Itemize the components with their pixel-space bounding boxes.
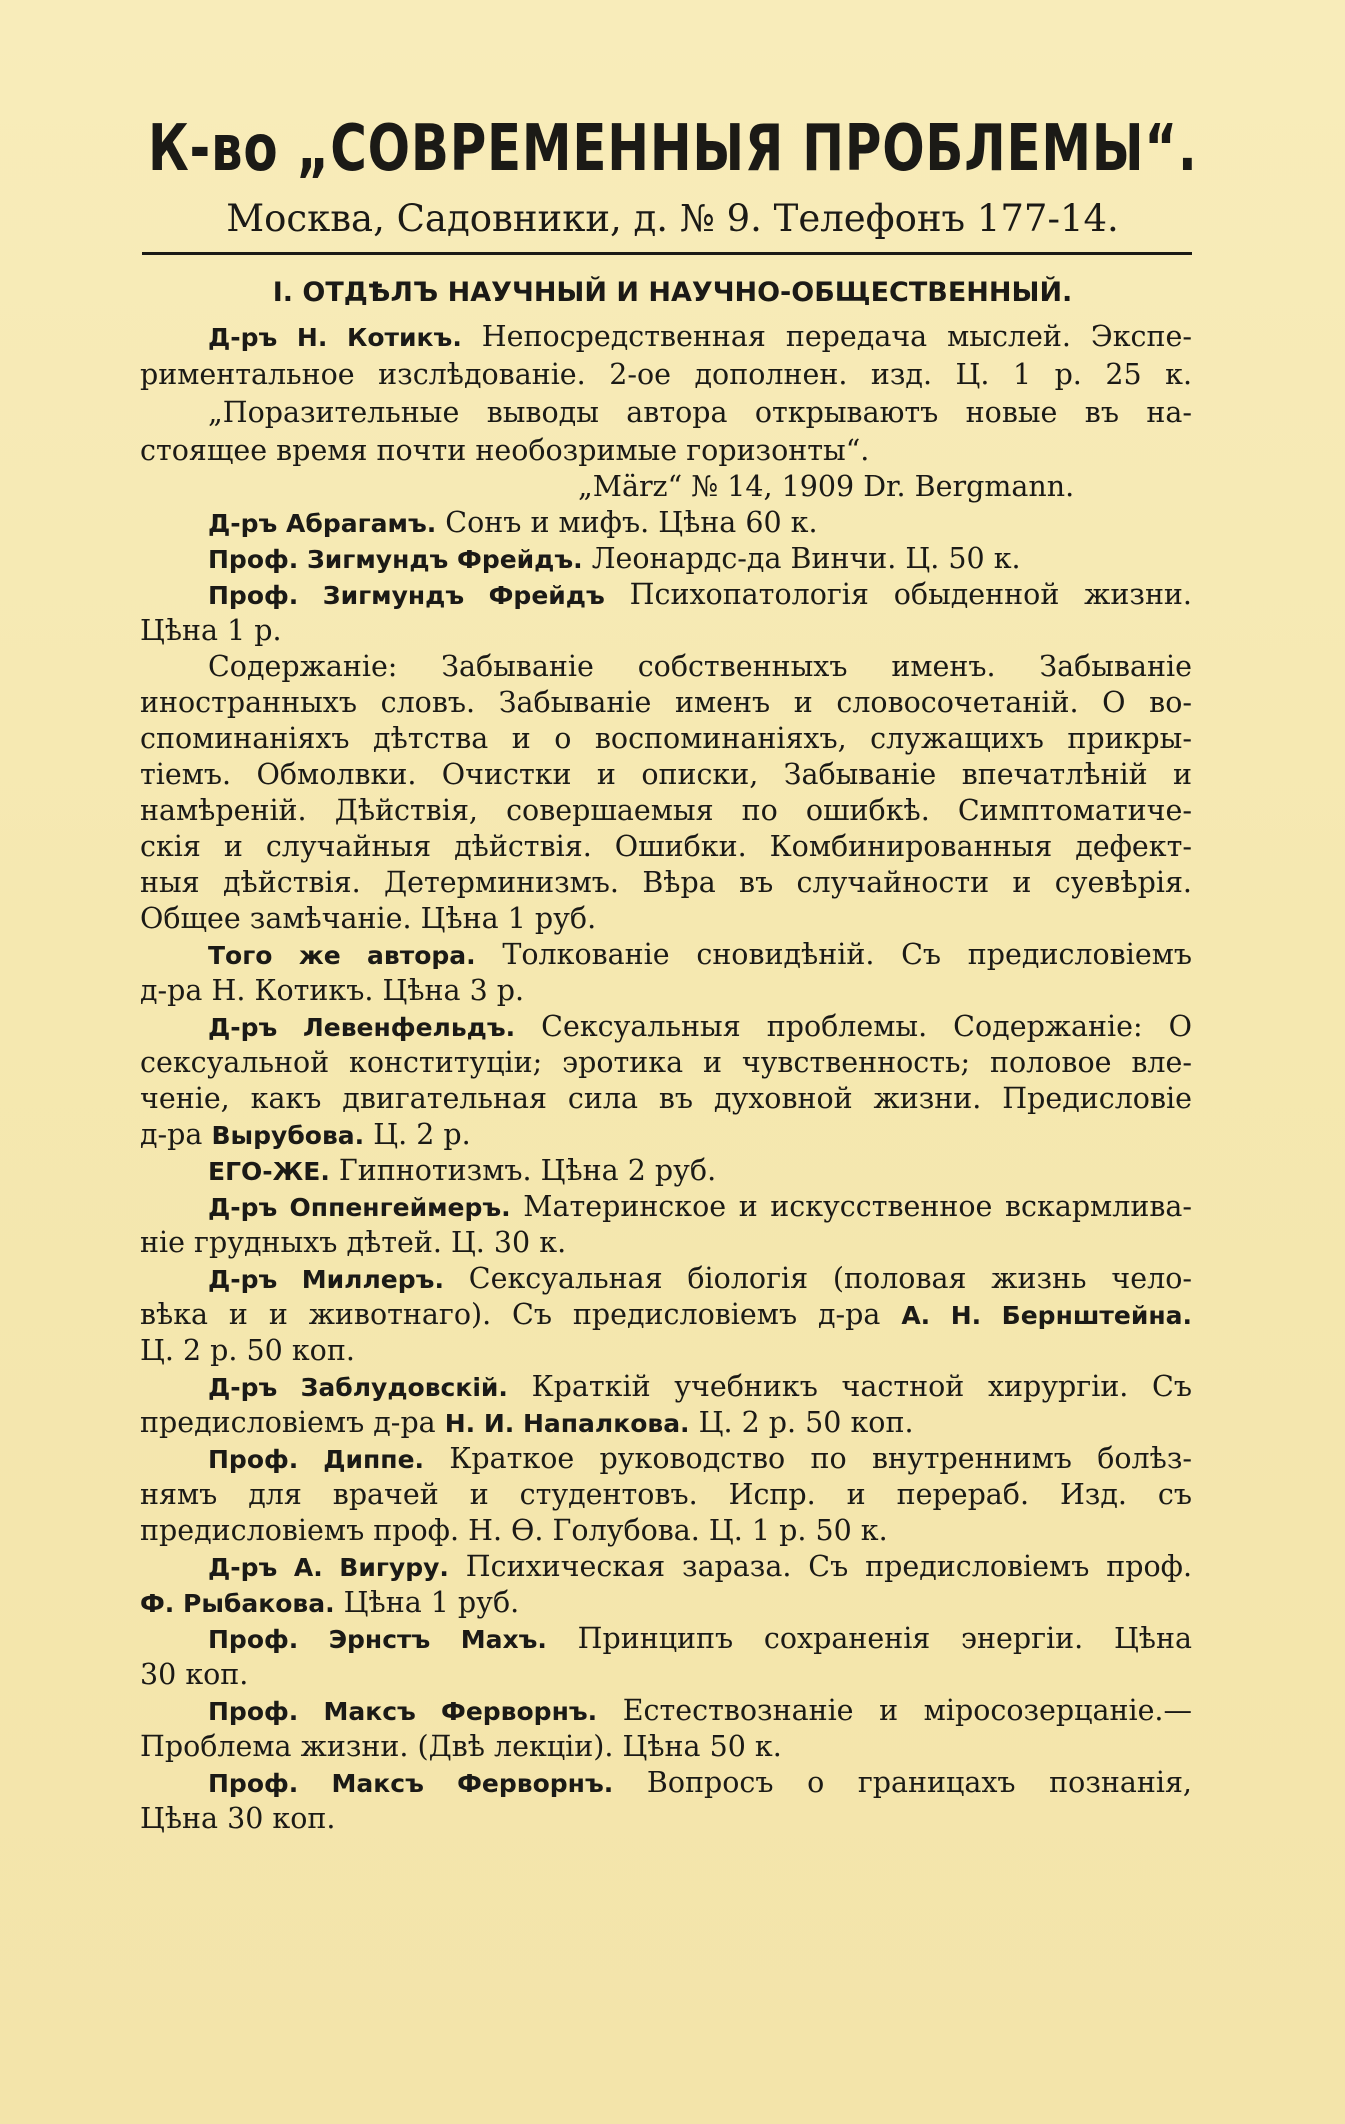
text-line: Д-ръ А. Вигуру. Психическая зараза. Съ предисловіемъ проф. [208,1550,1192,1583]
text-line: нямъ для врачей и студентовъ. Испр. и перераб. Изд. съ [140,1478,1192,1511]
text-line: вѣка и и животнаго). Съ предисловіемъ д-ра А. Н. Бернштейна. [140,1298,1192,1331]
text-line: Содержаніе: Забываніе собственныхъ именъ. Забываніе [208,650,1192,683]
text-line: риментальное изслѣдованіе. 2-ое дополнен. изд. Ц. 1 р. 25 к. [140,358,1192,391]
publisher-title: К-во „СОВРЕМЕННЫЯ ПРОБЛЕМЫ“. [147,112,1198,186]
text-line: Проф. Максъ Ферворнъ. Естествознаніе и міросозерцаніе.— [208,1694,1192,1727]
text-line: Проф. Максъ Ферворнъ. Вопросъ о границахъ познанія, [208,1766,1192,1799]
text-line: Д-ръ Н. Котикъ. Непосредственная передача мыслей. Экспе- [208,320,1192,353]
header-divider [142,252,1192,255]
text-line: Д-ръ Абрагамъ. Сонъ и мифъ. Цѣна 60 к. [208,506,818,539]
text-line: сексуальной конституціи; эротика и чувственность; половое вле- [140,1046,1192,1079]
text-line: Проблема жизни. (Двѣ лекціи). Цѣна 50 к. [140,1730,782,1763]
text-line: иностранныхъ словъ. Забываніе именъ и словосочетаній. О во- [140,686,1192,719]
text-line: споминаніяхъ дѣтства и о воспоминаніяхъ, служащихъ прикры- [140,722,1192,755]
text-line: д-ра Вырубова. Ц. 2 р. [140,1118,471,1151]
text-line: Проф. Зигмундъ Фрейдъ. Леонардс-да Винчи. Ц. 50 к. [208,542,1021,575]
text-line: предисловіемъ д-ра Н. И. Напалкова. Ц. 2 р. 50 коп. [140,1406,914,1439]
text-line: Ц. 2 р. 50 коп. [140,1334,355,1367]
text-line: Д-ръ Левенфельдъ. Сексуальныя проблемы. Содержаніе: О [208,1010,1193,1043]
text-line: стоящее время почти необозримые горизонты“. [140,434,870,467]
text-line: предисловіемъ проф. Н. Ѳ. Голубова. Ц. 1 р. 50 к. [140,1514,888,1547]
text-line: д-ра Н. Котикъ. Цѣна 3 р. [140,974,525,1007]
text-line: Проф. Диппе. Краткое руководство по внутреннимъ болѣз- [208,1442,1192,1475]
section-heading: I. ОТДѢЛЪ НАУЧНЫЙ И НАУЧНО-ОБЩЕСТВЕННЫЙ. [272,277,1073,308]
citation-line: „März“ № 14, 1909 Dr. Bergmann. [578,470,1075,503]
text-line: Общее замѣчаніе. Цѣна 1 руб. [140,902,597,935]
text-line: Проф. Зигмундъ Фрейдъ Психопатологія обыденной жизни. [208,578,1192,611]
text-line: „Поразительные выводы автора открываютъ новые въ на- [208,396,1192,429]
text-line: Ф. Рыбакова. Цѣна 1 руб. [140,1586,520,1619]
text-line: намѣреній. Дѣйствія, совершаемыя по ошибкѣ. Симптоматиче- [140,794,1192,827]
text-line: ніе грудныхъ дѣтей. Ц. 30 к. [140,1226,567,1259]
text-line: 30 коп. [140,1658,249,1691]
text-line: Д-ръ Заблудовскій. Краткій учебникъ частной хирургіи. Съ [208,1370,1192,1403]
text-line: Цѣна 1 р. [140,614,282,647]
publisher-address: Москва, Садовники, д. № 9. Телефонъ 177-14. [226,197,1119,240]
text-line: тіемъ. Обмолвки. Очистки и описки, Забываніе впечатлѣній и [140,758,1192,791]
text-line: Д-ръ Миллеръ. Сексуальная біологія (половая жизнь чело- [208,1262,1192,1295]
text-line: Проф. Эрнстъ Махъ. Принципъ сохраненія энергіи. Цѣна [208,1622,1192,1655]
text-line: скія и случайныя дѣйствія. Ошибки. Комбинированныя дефект- [140,830,1192,863]
text-line: ЕГО-ЖЕ. Гипнотизмъ. Цѣна 2 руб. [208,1154,717,1187]
text-line: ченіе, какъ двигательная сила въ духовной жизни. Предисловіе [140,1082,1192,1115]
text-line: Д-ръ Оппенгеймеръ. Материнское и искусственное вскармлива- [208,1190,1192,1223]
text-line: Цѣна 30 коп. [140,1802,336,1835]
text-line: Того же автора. Толкованіе сновидѣній. Съ предисловіемъ [208,938,1192,971]
text-line: ныя дѣйствія. Детерминизмъ. Вѣра въ случайности и суевѣрія. [140,866,1192,899]
